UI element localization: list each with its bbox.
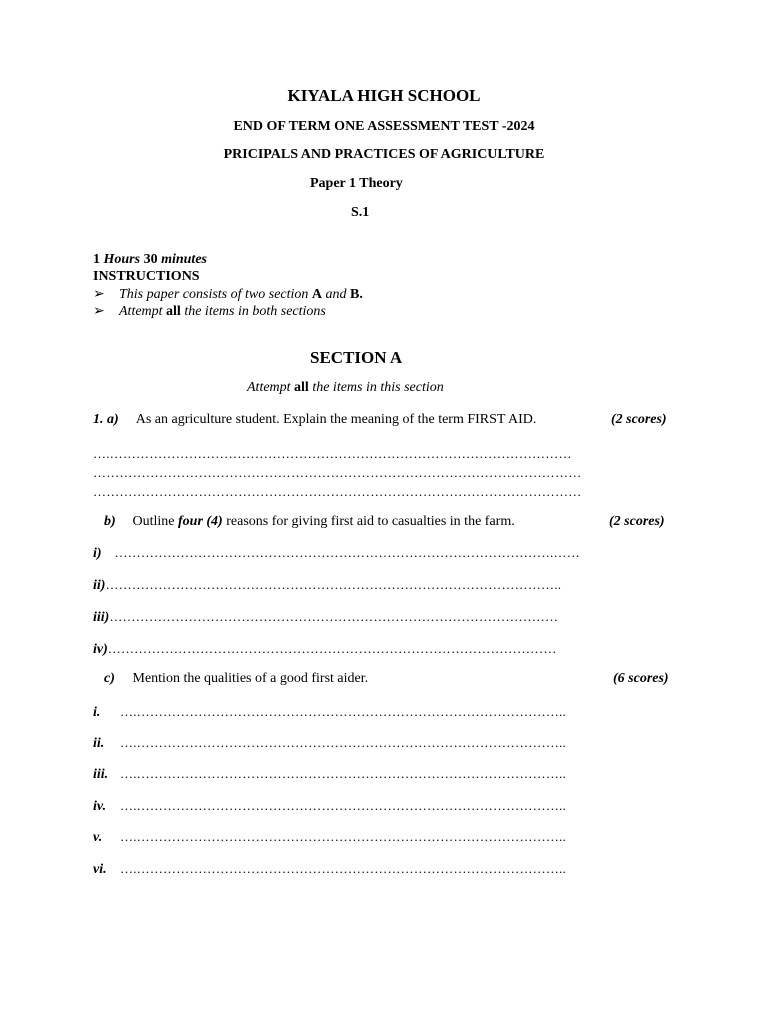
- list-item: iii)…………………………………………………………………………………………: [93, 609, 559, 625]
- answer-line[interactable]: ….……………………………………………………………………………………..: [120, 735, 566, 750]
- question-1b-scores: (2 scores): [609, 514, 665, 529]
- answer-line[interactable]: …………………………………………………………………………………………………: [93, 484, 582, 499]
- class-label: S.1: [351, 205, 370, 220]
- duration-minutes-word: minutes: [161, 252, 207, 267]
- instructions-title: INSTRUCTIONS: [93, 269, 200, 284]
- answer-line[interactable]: …………………………………………………………………………………………..: [105, 577, 562, 592]
- section-a-instruction: Attempt all the items in this section: [247, 380, 444, 395]
- list-item: i. ….……………………………………………………………………………………..: [93, 704, 566, 720]
- answer-line[interactable]: ….……………………………………………………………………………………..: [120, 861, 566, 876]
- answer-line[interactable]: ….……………………………………………………………………………………………: [93, 446, 572, 461]
- answer-line[interactable]: ….……………………………………………………………………………………..: [120, 766, 566, 781]
- instruction-line-1: ➢ This paper consists of two section A and B.: [93, 287, 363, 302]
- exam-title: END OF TERM ONE ASSESSMENT TEST -2024: [233, 119, 535, 134]
- question-1a-scores: (2 scores): [611, 412, 667, 427]
- list-item: iv)…………………………………………………………………………………………: [93, 641, 557, 657]
- answer-line[interactable]: …………………………………………………………………………………………………: [93, 465, 582, 480]
- list-item: i) ……………………………………………………………………………………….……: [93, 545, 580, 561]
- question-text: As an agriculture student. Explain the meaning of the term FIRST AID.: [135, 412, 537, 427]
- question-number: c): [104, 671, 115, 686]
- question-number: 1. a): [93, 412, 119, 427]
- duration: [93, 252, 207, 268]
- question-1b: b) Outline four (4) reasons for giving first aid to casualties in the farm.: [104, 514, 515, 529]
- duration-minutes-num: 30: [143, 252, 158, 267]
- question-number: b): [104, 514, 116, 529]
- answer-line[interactable]: ….……………………………………………………………………………………..: [120, 829, 566, 844]
- duration-hours-word: Hours: [103, 252, 141, 267]
- paper-title: Paper 1 Theory: [310, 176, 403, 191]
- answer-line[interactable]: ……………………………………………………………………………………….……: [111, 545, 580, 560]
- answer-line[interactable]: ….……………………………………………………………………………………..: [120, 798, 566, 813]
- list-item: iii. ….……………………………………………………………………………………..: [93, 766, 566, 782]
- question-1c-scores: (6 scores): [613, 671, 669, 686]
- question-text: Mention the qualities of a good first aider.: [132, 671, 369, 686]
- arrow-bullet-icon: ➢: [93, 304, 105, 319]
- list-item: iv. ….……………………………………………………………………………………..: [93, 798, 566, 814]
- arrow-bullet-icon: ➢: [93, 287, 105, 302]
- list-item: ii)…………………………………………………………………………………………..: [93, 577, 562, 593]
- question-1c: [104, 671, 368, 687]
- list-item: v. ….……………………………………………………………………………………..: [93, 829, 566, 845]
- list-item: vi. ….……………………………………………………………………………………..: [93, 861, 566, 877]
- list-item: ii. ….……………………………………………………………………………………..: [93, 735, 566, 751]
- answer-line[interactable]: …………………………………………………………………………………………: [109, 609, 559, 624]
- instruction-line-2: ➢ Attempt all the items in both sections: [93, 304, 326, 319]
- school-name: KIYALA HIGH SCHOOL: [287, 86, 481, 105]
- answer-line[interactable]: …………………………………………………………………………………………: [107, 641, 557, 656]
- subject-title: PRICIPALS AND PRACTICES OF AGRICULTURE: [223, 147, 545, 162]
- question-1a: [93, 412, 536, 428]
- duration-hours-num: 1: [93, 252, 100, 267]
- section-a-title: SECTION A: [310, 348, 403, 367]
- answer-line[interactable]: ….……………………………………………………………………………………..: [120, 704, 566, 719]
